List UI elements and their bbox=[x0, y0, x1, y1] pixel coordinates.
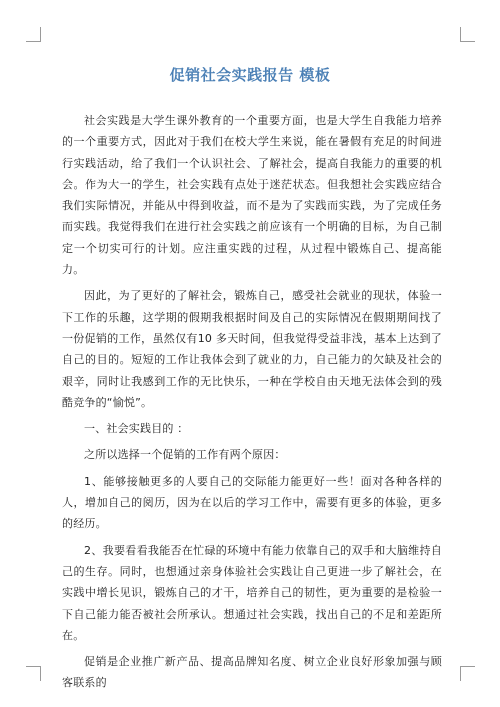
document-body bbox=[62, 110, 442, 699]
list-item-reason-2: 2、我要看看我能否在忙碌的环境中有能力依靠自己的双手和大脑维持自己的生存。同时，也想通过亲身体验社会实践让自己更进一步了解社会，在实践中增长见识，锻炼自己的才干，培养自己的韧性，更为重要的是检验一下自己能力能否被社会所承认。想通过社会实践，找出自己的不足和差距所在。 bbox=[62, 543, 442, 642]
paragraph-two-reasons: 之所以选择一个促销的工作有两个原因： bbox=[84, 448, 286, 462]
list-item-reason-1: 1、能够接触更多的人要自己的交际能力能更好一些！面对各种各样的人，增加自己的阅历，因为在以后的学习工作中，需要有更多的体验，更多的经历。 bbox=[62, 474, 442, 531]
paragraph-intro: 社会实践是大学生课外教育的一个重要方面，也是大学生自我能力培养的一个重要方式，因此对于我们在校大学生来说，能在暑假有充足的时间进行实践活动，给了我们一个认识社会、了解社会，提高自我能力的重要的机会。作为大一的学生，社会实践有点处于迷茫状态。但我想社会实践应结合我们实际情况，并能从中得到收益，而不是为了实践而实践，为了完成任务而实践。我觉得我们在进行社会实践之前应该有一个明确的目标，为自己制定一个切实可行的计划。应注重实践的过程，从过程中锻炼自己、提高能力。 bbox=[62, 114, 442, 277]
section-heading-purpose: 一、社会实践目的 ： bbox=[84, 422, 189, 436]
document-title: 促销社会实践报告 模板 bbox=[169, 66, 331, 84]
crop-mark-bottom-right bbox=[460, 666, 475, 681]
crop-mark-top-right bbox=[460, 27, 475, 42]
crop-mark-top-left bbox=[26, 27, 41, 42]
crop-mark-bottom-left bbox=[26, 666, 41, 681]
paragraph-promotion: 促销是企业推广新产品、提高品牌知名度、树立企业良好形象加强与顾客联系的 bbox=[62, 655, 442, 690]
paragraph-reason: 因此，为了更好的了解社会，锻炼自己，感受社会就业的现状，体验一下工作的乐趣，这学期的假期我根据时间及自己的实际情况在假期期间找了一份促销的工作，虽然仅有10 多天时间，但我觉得受益非浅，基本上达到了自己的目的。短短的工作让我体会到了就业的力，自己能力的欠缺及社会的艰辛，同时让我感到工作的无比快乐，一种在学校自由天地无法体会到的残酷竞争的“愉悦”。 bbox=[62, 289, 442, 409]
